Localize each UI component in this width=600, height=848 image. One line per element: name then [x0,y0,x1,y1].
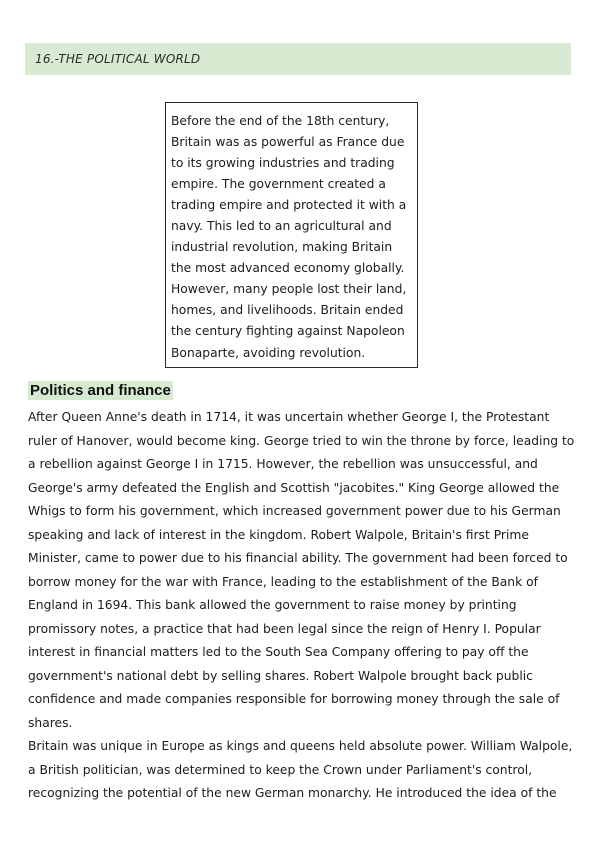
summary-line: navy. This led to an agricultural and [171,219,392,234]
summary-line: However, many people lost their land, [171,282,407,297]
chapter-title: 16.-THE POLITICAL WORLD [35,52,201,66]
summary-line: industrial revolution, making Britain [171,240,393,255]
summary-line: Bonaparte, avoiding revolution. [171,345,366,360]
body-line: recognizing the potential of the new German monarchy. He introduced the idea of the [28,786,557,800]
summary-line: the century fighting against Napoleon [171,324,405,339]
body-line: England in 1694. This bank allowed the government to raise money by printing [28,598,517,612]
summary-line: Britain was as powerful as France due [171,135,405,150]
summary-line: homes, and livelihoods. Britain ended [171,303,404,318]
body-line: interest in financial matters led to the South Sea Company offering to pay off the [28,645,529,659]
body-line: shares. [28,715,73,730]
summary-line: empire. The government created a [171,177,386,192]
body-line: borrow money for the war with France, leading to the establishment of the Bank of [28,574,538,589]
body-line: confidence and made companies responsible for borrowing money through the sale of [28,692,560,706]
body-line: speaking and lack of interest in the kingdom. Robert Walpole, Britain's first Prime [28,527,529,542]
summary-line: to its growing industries and trading [171,156,395,171]
body-line: Britain was unique in Europe as kings and queens held absolute power. William Walpole, [28,739,573,753]
summary-line: Before the end of the 18th century, [171,114,390,128]
body-line: Whigs to form his government, which increased government power due to his German [28,504,561,518]
section-body [28,406,573,806]
body-line: After Queen Anne's death in 1714, it was uncertain whether George I, the Protestant [28,410,550,424]
body-line: ruler of Hanover, would become king. George tried to win the throne by force, leading to [28,433,575,448]
summary-line: the most advanced economy globally. [171,261,405,276]
summary-line: trading empire and protected it with a [171,198,407,213]
section-heading: Politics and finance [30,382,171,399]
body-line: government's national debt by selling shares. Robert Walpole brought back public [28,668,533,683]
body-line: a rebellion against George I in 1715. However, the rebellion was unsuccessful, and [28,457,538,471]
body-line: George's army defeated the English and Scottish "jacobites." King George allowed the [28,480,560,495]
body-line: promissory notes, a practice that had been legal since the reign of Henry I. Popular [28,621,541,636]
summary-box [165,102,418,368]
body-line: Minister, came to power due to his financial ability. The government had been forced to [28,551,568,565]
chapter-header [25,43,571,75]
body-line: a British politician, was determined to keep the Crown under Parliament's control, [28,762,533,777]
